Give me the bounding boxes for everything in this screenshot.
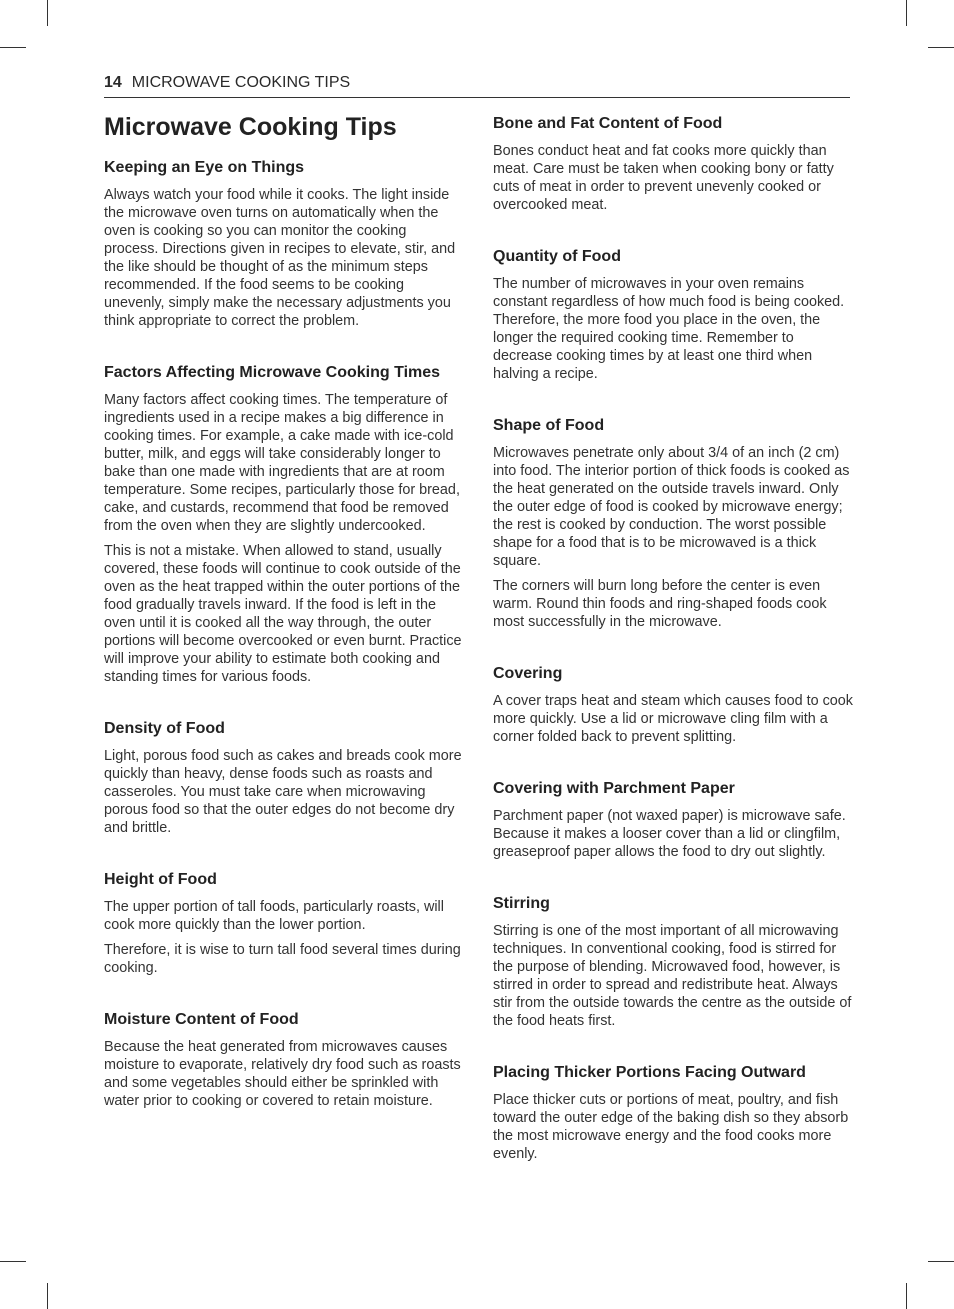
section-moisture-content-of-food: [104, 1010, 464, 1110]
crop-mark: [906, 0, 907, 26]
section-height-of-food: [104, 870, 464, 977]
section-paragraph: Place thicker cuts or portions of meat, poultry, and fish toward the outer edge of the baking dish so they absorb the most microwave energy and the food cooks more evenly.: [493, 1092, 849, 1162]
section-heading: Height of Food: [104, 871, 217, 888]
section-paragraph: Because the heat generated from microwaves causes moisture to evaporate, relatively dry food such as roasts and some vegetables should either be sprinkled with water prior to cooking or covered to retain moisture.: [104, 1039, 461, 1109]
section-paragraph: Therefore, it is wise to turn tall food several times during cooking.: [104, 942, 461, 976]
section-paragraph: A cover traps heat and steam which causes food to cook more quickly. Use a lid or microwave cling film with a corner folded back to prevent splitting.: [493, 693, 853, 745]
crop-mark: [47, 1283, 48, 1309]
section-paragraph: Parchment paper (not waxed paper) is microwave safe. Because it makes a looser cover than a lid or clingfilm, greaseproof paper allows the food to dry out slightly.: [493, 808, 846, 860]
section-covering-with-parchment-paper: [493, 779, 853, 861]
section-paragraph: Light, porous food such as cakes and breads cook more quickly than heavy, dense foods such as roasts and casseroles. You must take care when microwaving porous food so that the outer edges do not become dry and brittle.: [104, 748, 462, 836]
page-number: 14: [104, 74, 122, 91]
section-paragraph: Microwaves penetrate only about 3/4 of an inch (2 cm) into food. The interior portion of thick foods is cooked as the heat generated on the outside travels inward. Only the outer edge of food is cooked by microwave energy; the rest is cooked by conduction. The worst possible shape for a food that is to be microwaved is a thick square.: [493, 445, 850, 569]
section-heading: Covering with Parchment Paper: [493, 780, 735, 797]
crop-mark: [0, 47, 26, 48]
section-heading: Covering: [493, 665, 563, 682]
left-column: [104, 112, 464, 1143]
section-heading: Shape of Food: [493, 417, 605, 434]
section-paragraph: This is not a mistake. When allowed to stand, usually covered, these foods will continue to cook outside of the oven as the heat trapped within the outer portions of the food gradually travels inward. If the food is left in the oven until it is cooked all the way through, the outer portions will become overcooked or even burnt. Practice will improve your ability to estimate both cooking and standing times for various foods.: [104, 543, 462, 685]
section-shape-of-food: [493, 416, 853, 631]
section-stirring: [493, 894, 853, 1030]
section-heading: Quantity of Food: [493, 248, 621, 265]
crop-mark: [928, 47, 954, 48]
section-heading: Stirring: [493, 895, 550, 912]
section-paragraph: The upper portion of tall foods, particularly roasts, will cook more quickly than the lower portion.: [104, 899, 444, 933]
section-placing-thicker-portions-facing-outward: [493, 1063, 853, 1163]
section-paragraph: Always watch your food while it cooks. The light inside the microwave oven turns on automatically when the oven is cooking so you can monitor the cooking process. Directions given in recipes to elevate, stir, and the like should be thought of as the minimum steps recommended. If the food seems to be cooking unevenly, simply make the necessary adjustments you think appropriate to correct the problem.: [104, 187, 456, 329]
crop-mark: [0, 1261, 26, 1262]
right-sections: [493, 114, 853, 1163]
section-paragraph: Stirring is one of the most important of all microwaving techniques. In conventional cooking, food is stirred for the purpose of blending. Microwaved food, however, is stirred in order to spread and redistribute heat. Always stir from the outside towards the centre as the outside of the food heats first.: [493, 923, 852, 1029]
section-heading: Factors Affecting Microwave Cooking Times: [104, 364, 441, 381]
left-sections: [104, 158, 464, 1110]
page-title: Microwave Cooking Tips: [104, 113, 397, 141]
section-quantity-of-food: [493, 247, 853, 383]
section-paragraph: Bones conduct heat and fat cooks more quickly than meat. Care must be taken when cooking bony or fatty cuts of meat in order to prevent unevenly cooked or overcooked meat.: [493, 143, 834, 213]
section-heading: Bone and Fat Content of Food: [493, 115, 723, 132]
right-column: [493, 114, 853, 1196]
crop-mark: [47, 0, 48, 26]
section-heading: Moisture Content of Food: [104, 1011, 299, 1028]
section-paragraph: Many factors affect cooking times. The temperature of ingredients used in a recipe makes a big difference in cooking times. For example, a cake made with ice-cold butter, milk, and eggs will take considerably longer to bake than one made with ingredients that are at room temperature. Some recipes, particularly those for bread, cake, and custards, recommend that food be removed from the oven when they are slightly undercooked.: [104, 392, 460, 534]
section-paragraph: The corners will burn long before the center is even warm. Round thin foods and ring-shaped foods cook most successfully in the microwave.: [493, 578, 827, 630]
header-section-title: MICROWAVE COOKING TIPS: [131, 74, 351, 91]
section-bone-and-fat-content-of-food: [493, 114, 853, 214]
section-density-of-food: [104, 719, 464, 837]
crop-mark: [928, 1261, 954, 1262]
section-heading: Keeping an Eye on Things: [104, 159, 305, 176]
section-heading: Density of Food: [104, 720, 225, 737]
section-paragraph: The number of microwaves in your oven remains constant regardless of how much food is being cooked. Therefore, the more food you place in the oven, the longer the required cooking time. Remember to decrease cooking times by at least one third when halving a recipe.: [493, 276, 845, 382]
section-keeping-an-eye-on-things: [104, 158, 464, 330]
section-factors-affecting-microwave-cooking-times: [104, 363, 464, 686]
page-header: [104, 73, 850, 98]
section-heading: Placing Thicker Portions Facing Outward: [493, 1064, 806, 1081]
section-covering: [493, 664, 853, 746]
crop-mark: [906, 1283, 907, 1309]
